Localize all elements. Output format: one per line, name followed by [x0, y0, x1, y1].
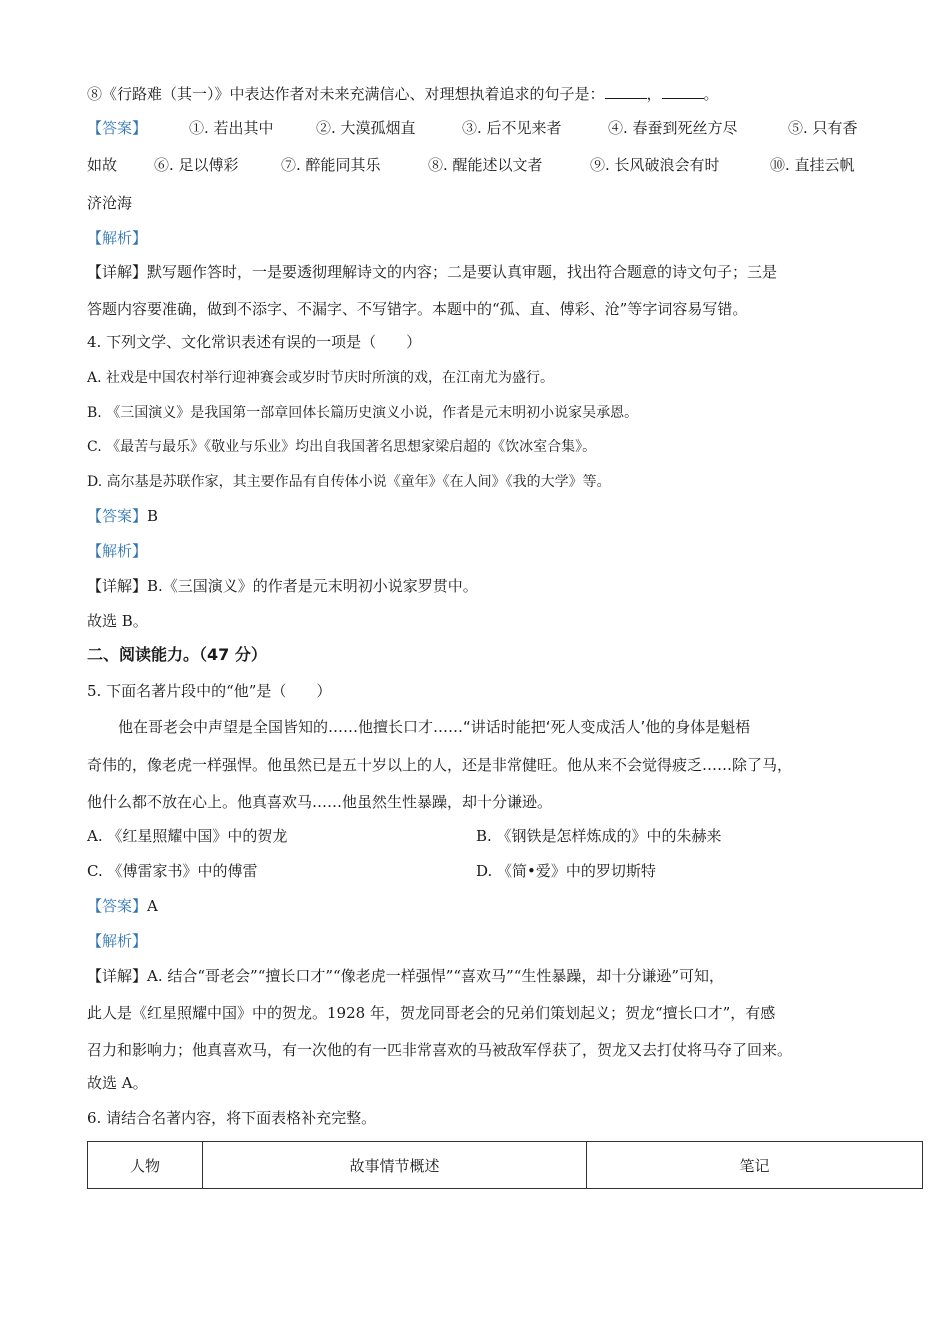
- table-header-row: [88, 1142, 923, 1189]
- conclusion-text: 故选 A。: [87, 1074, 148, 1092]
- answer-tag: 【答案】: [87, 119, 148, 137]
- option-d: D. 高尔基是苏联作家，其主要作品有自传体小说《童年》《在人间》《我的大学》等。: [87, 474, 611, 490]
- passage-line: 奇伟的，像老虎一样强悍。他虽然已是五十岁以上的人，还是非常健旺。他从来不会觉得疲乏……除了马，: [87, 756, 793, 774]
- answer-item: ⑦. 醉能同其乐: [281, 156, 381, 174]
- table-header-cell: 人物: [88, 1142, 203, 1189]
- option-d: D. 《简•爱》中的罗切斯特: [476, 862, 656, 880]
- notes-table: [87, 1141, 923, 1189]
- analysis-tag: 【解析】: [87, 229, 148, 247]
- detail-text: 【详解】A. 结合“哥老会”“擅长口才”“像老虎一样强悍”“喜欢马”“生性暴躁，却十分谦逊”可知，: [87, 967, 725, 985]
- answer-item: ②. 大漠孤烟直: [316, 119, 416, 137]
- question-stem: 5. 下面名著片段中的“他”是（ ）: [87, 682, 332, 700]
- answer-blank: [605, 86, 647, 99]
- option-a: A. 社戏是中国农村举行迎神赛会或岁时节庆时所演的戏，在江南尤为盛行。: [87, 370, 555, 386]
- section-heading: 二、阅读能力。（47 分）: [87, 645, 267, 664]
- analysis-tag: 【解析】: [87, 932, 148, 950]
- detail-text: 此人是《红星照耀中国》中的贺龙。1928 年，贺龙同哥老会的兄弟们策划起义；贺龙“擅长口才”，有感: [87, 1004, 776, 1022]
- answer-item: ③. 后不见来者: [462, 119, 562, 137]
- analysis-tag: 【解析】: [87, 542, 148, 560]
- answer-value: A: [147, 897, 158, 915]
- answer-item: 如故: [87, 156, 118, 174]
- detail-text: 召力和影响力；他真喜欢马，有一次他的有一匹非常喜欢的马被敌军俘获了，贺龙又去打仗将马夺了回来。: [87, 1041, 793, 1059]
- answer-item: ⑤. 只有香: [788, 119, 858, 137]
- passage-line: 他在哥老会中声望是全国皆知的……他擅长口才……“讲话时能把‘死人变成活人’他的身体是魁梧: [118, 718, 751, 736]
- answer-item: ⑨. 长风破浪会有时: [590, 156, 720, 174]
- option-a: A. 《红星照耀中国》中的贺龙: [87, 827, 288, 845]
- q3-item8: ⑧《行路难（其一）》中表达作者对未来充满信心、对理想执着追求的句子是： ， 。: [87, 85, 719, 103]
- answer-item: ①. 若出其中: [189, 119, 274, 137]
- answer-line: [87, 896, 158, 916]
- option-c: C. 《最苦与最乐》《敬业与乐业》均出自我国著名思想家梁启超的《饮冰室合集》。: [87, 439, 597, 455]
- table-header-cell: 笔记: [587, 1142, 923, 1189]
- answer-item: ⑩. 直挂云帆: [770, 156, 855, 174]
- answer-line: [87, 506, 158, 526]
- question-stem: 6. 请结合名著内容，将下面表格补充完整。: [87, 1109, 377, 1127]
- answer-blank: [662, 86, 704, 99]
- answer-item: ⑥. 足以傅彩: [154, 156, 239, 174]
- conclusion-text: 故选 B。: [87, 612, 148, 630]
- option-c: C. 《傅雷家书》中的傅雷: [87, 862, 258, 880]
- answer-value: B: [147, 507, 159, 525]
- detail-text: 答题内容要准确，做到不添字、不漏字、不写错字。本题中的“孤、直、傅彩、沧”等字词容易写错。: [87, 300, 748, 318]
- answer-continuation: 济沧海: [87, 194, 133, 212]
- answer-tag: 【答案】: [87, 507, 148, 525]
- detail-text: 【详解】默写题作答时，一是要透彻理解诗文的内容；二是要认真审题，找出符合题意的诗文句子；三是: [87, 263, 778, 281]
- table-header-cell: 故事情节概述: [203, 1142, 587, 1189]
- answer-item: ④. 春蚕到死丝方尽: [608, 119, 738, 137]
- answer-tag: 【答案】: [87, 897, 148, 915]
- option-b: B. 《钢铁是怎样炼成的》中的朱赫来: [476, 827, 722, 845]
- answer-item: ⑧. 醒能述以文者: [428, 156, 543, 174]
- passage-line: 他什么都不放在心上。他真喜欢马……他虽然生性暴躁，却十分谦逊。: [87, 793, 553, 811]
- option-b: B. 《三国演义》是我国第一部章回体长篇历史演义小说，作者是元末明初小说家吴承恩。: [87, 405, 639, 421]
- question-stem: 4. 下列文学、文化常识表述有误的一项是（ ）: [87, 333, 422, 351]
- detail-text: 【详解】B.《三国演义》的作者是元末明初小说家罗贯中。: [87, 577, 478, 595]
